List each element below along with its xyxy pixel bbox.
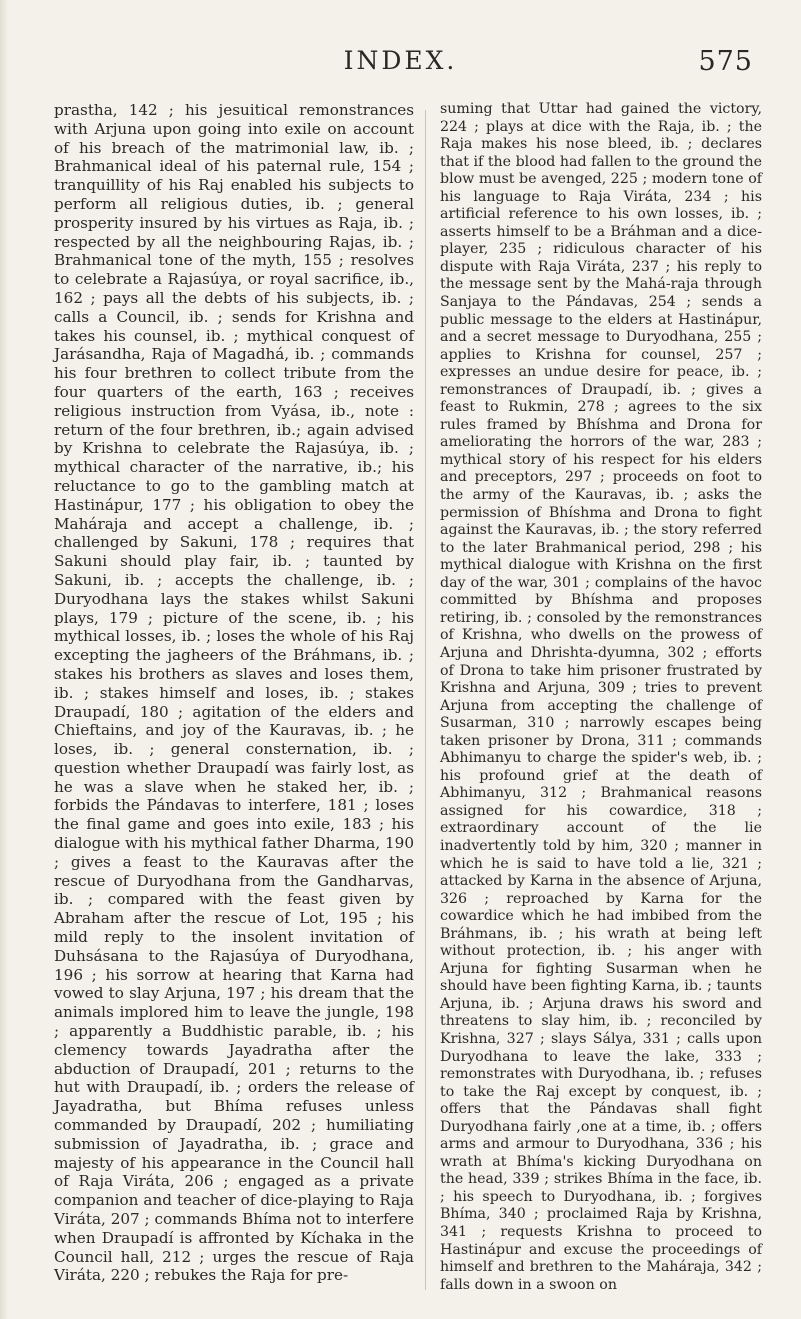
running-header-title: INDEX. — [343, 46, 458, 75]
index-column-right — [440, 101, 762, 1294]
index-column-left — [54, 101, 414, 1285]
page-number: 575 — [698, 46, 753, 77]
index-entry-text-right: suming that Uttar had gained the victory, 224 ; plays at dice with the Raja, ib. ; the Raja makes his nose bleed, ib. ; declares that if the blood had fallen to the ground the blow must be avenged, 225 ; modern tone of his language to Raja Viráta, 234 ; his artificial reference to his own losses, ib. ; asserts himself to be a Bráhman and a dice-player, 235 ; ridiculous character of his dispute with Raja Viráta, 237 ; his reply to the message sent by the Mahá-raja through Sanjaya to the Pándavas, 254 ; sends a public message to the elders at Hastinápur, and a secret message to Duryodhana, 255 ; applies to Krishna for counsel, 257 ; expresses an undue desire for peace, ib. ; remonstrances of Draupadí, ib. ; gives a feast to Rukmin, 278 ; agrees to the six rules framed by Bhíshma and Drona for ameliorating the horrors of the war, 283 ; mythical story of his respect for his elders and preceptors, 297 ; proceeds on foot to the army of the Kauravas, ib. ; asks the permission of Bhíshma and Drona to fight against the Kauravas, ib. ; the story referred to the later Brahmanical period, 298 ; his mythical dialogue with Krishna on the first day of the war, 301 ; complains of the havoc committed by Bhíshma and proposes retiring, ib. ; consoled by the remonstrances of Krishna, who dwells on the prowess of Arjuna and Dhrishta-dyumna, 302 ; efforts of Drona to take him prisoner frustrated by Krishna and Arjuna, 309 ; tries to prevent Arjuna from accepting the challenge of Susarman, 310 ; narrowly escapes being taken prisoner by Drona, 311 ; commands Abhimanyu to charge the spider's web, ib. ; his profound grief at the death of Abhimanyu, 312 ; Brahmanical reasons assigned for his cowardice, 318 ; extraordinary account of the lie inadvertently told by him, 320 ; manner in which he is said to have told a lie, 321 ; attacked by Karna in the absence of Arjuna, 326 ; reproached by Karna for the cowardice which he had imbibed from the Bráhmans, ib. ; his wrath at being left without protection, ib. ; his anger with Arjuna for fighting Susarman when he should have been fighting Karna, ib. ; taunts Arjuna, ib. ; Arjuna draws his sword and threatens to slay him, ib. ; reconciled by Krishna, 327 ; slays Sályа, 331 ; calls upon Duryodhana to leave the lake, 333 ; remonstrates with Duryodhana, ib. ; refuses to take the Raj except by conquest, ib. ; offers that the Pándavas shall fight Duryodhana fairly ,one at a time, ib. ; offers arms and armour to Duryodhana, 336 ; his wrath at Bhíma's kicking Duryodhana on the head, 339 ; strikes Bhíma in the face, ib. ; his speech to Duryodhana, ib. ; forgives Bhíma, 340 ; proclaimed Raja by Krishna, 341 ; requests Krishna to proceed to Hastinápur and excuse the proceedings of himself and brethren to the Maháraja, 342 ; falls down in a swoon on — [440, 101, 762, 1293]
page-edge-shadow — [0, 0, 8, 1319]
index-entry-text-left: prastha, 142 ; his jesuitical remonstrances with Arjuna upon going into exile on account of his breach of the matrimonial law, ib. ; Brahmanical ideal of his paternal rule, 154 ; tranquillity of his Raj enabled his subjects to perform all religious duties, ib. ; general prosperity insured by his virtues as Raja, ib. ; respected by all the neighbouring Rajas, ib. ; Brahmanical tone of the myth, 155 ; resolves to celebrate a Rajasúya, or royal sacrifice, ib., 162 ; pays all the debts of his subjects, ib. ; calls a Council, ib. ; sends for Krishna and takes his counsel, ib. ; mythical conquest of Jarásandha, Raja of Magadhá, ib. ; commands his four brethren to collect tribute from the four quarters of the earth, 163 ; receives religious instruction from Vyása, ib., note : return of the four brethren, ib.; again advised by Krishna to celebrate the Rajasúya, ib. ; mythical character of the narrative, ib.; his reluctance to go to the gambling match at Hastinápur, 177 ; his obligation to obey the Maháraja and accept a challenge, ib. ; challenged by Sakuni, 178 ; requires that Sakuni should play fair, ib. ; taunted by Sakuni, ib. ; accepts the challenge, ib. ; Duryodhana lays the stakes whilst Sakuni plays, 179 ; picture of the scene, ib. ; his mythical losses, ib. ; loses the whole of his Raj excepting the jagheers of the Bráhmans, ib. ; stakes his brothers as slaves and loses them, ib. ; stakes himself and loses, ib. ; stakes Draupadí, 180 ; agitation of the elders and Chieftains, and joy of the Kauravas, ib. ; he loses, ib. ; general consternation, ib. ; question whether Draupadí was fairly lost, as he was a slave when he staked her, ib. ; forbids the Pándavas to interfere, 181 ; loses the final game and goes into exile, 183 ; his dialogue with his mythical father Dharma, 190 ; gives a feast to the Kauravas after the rescue of Duryodhana from the Gandharvas, ib. ; compared with the feast given by Abraham after the rescue of Lot, 195 ; his mild reply to the insolent invitation of Duhsásana to the Rajasúya of Duryodhana, 196 ; his sorrow at hearing that Karna had vowed to slay Arjuna, 197 ; his dream that the animals implored him to leave the jungle, 198 ; apparently a Buddhistic parable, ib. ; his clemency towards Jayadratha after the abduction of Draupadí, 201 ; returns to the hut with Draupadí, ib. ; orders the release of Jayadratha, but Bhíma refuses unless commanded by Draupadí, 202 ; humiliating submission of Jayadratha, ib. ; grace and majesty of his appearance in the Council hall of Raja Viráta, 206 ; engaged as a private companion and teacher of dice-playing to Raja Viráta, 207 ; commands Bhíma not to interfere when Draupadí is affronted by Kíchaka in the Council hall, 212 ; urges the rescue of Raja Viráta, 220 ; rebukes the Raja for pre- — [54, 101, 414, 1285]
column-divider — [425, 110, 426, 1290]
